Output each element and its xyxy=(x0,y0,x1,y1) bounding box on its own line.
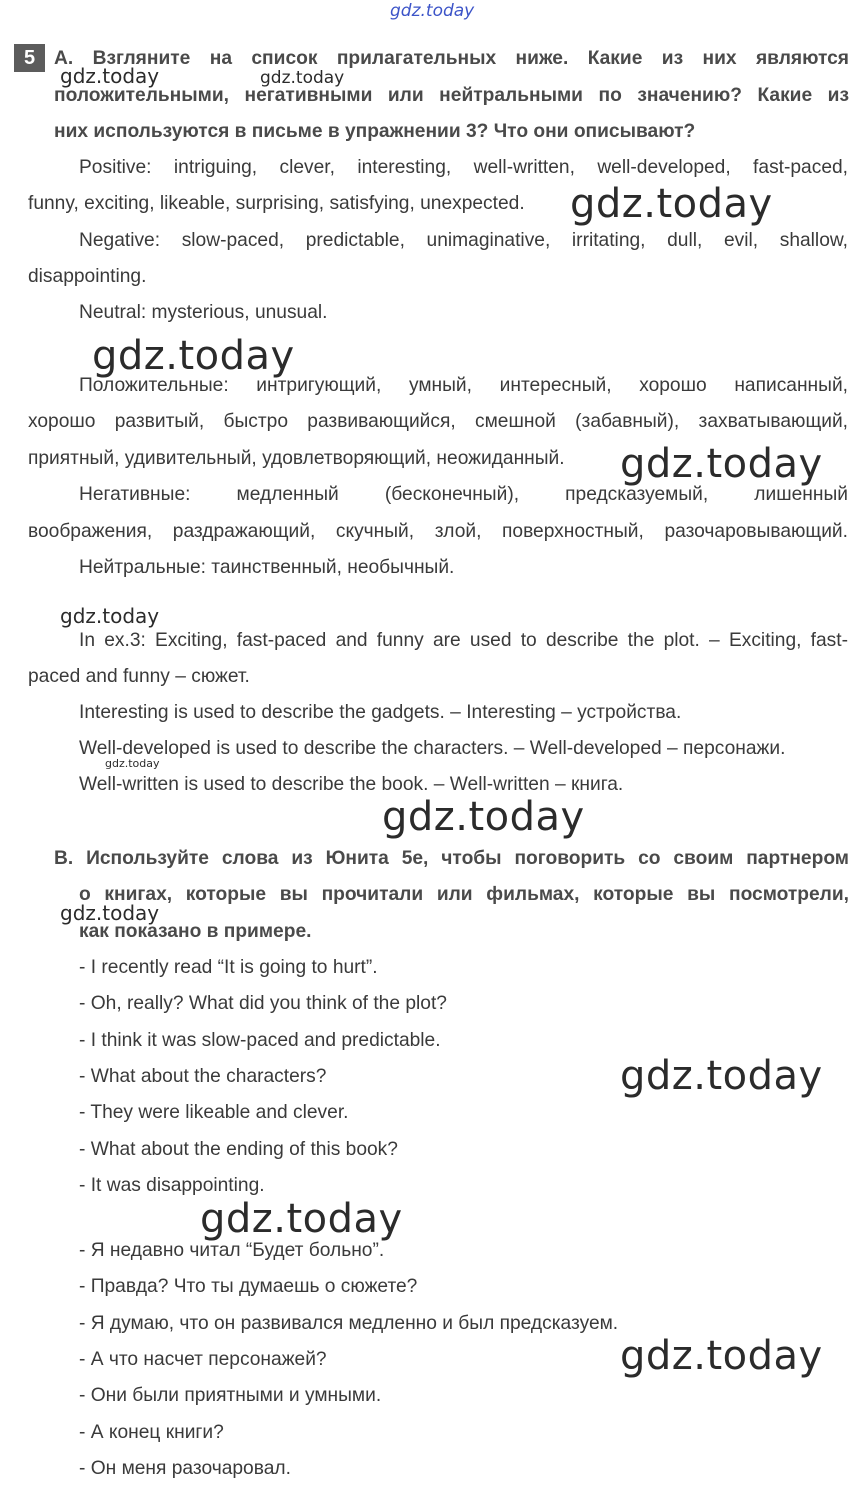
part-b-heading-line-2: о книгах, которые вы прочитали или фильмах, которые вы посмотрели, xyxy=(79,884,849,905)
positive-line-2: funny, exciting, likeable, surprising, satisfying, unexpected. xyxy=(28,193,525,214)
dialogue-en-line-3: - I think it was slow-paced and predictable. xyxy=(79,1030,441,1051)
dialogue-ru-line-5: - Они были приятными и умными. xyxy=(79,1385,382,1406)
watermark: gdz.today xyxy=(570,181,773,227)
neutral-ru-line: Нейтральные: таинственный, необычный. xyxy=(79,557,455,578)
dialogue-ru-line-2: - Правда? Что ты думаешь о сюжете? xyxy=(79,1276,418,1297)
negative-ru-line-2: воображения, раздражающий, скучный, злой, поверхностный, разочаровывающий. xyxy=(28,521,848,542)
part-b-heading-line-1: B. Используйте слова из Юнита 5е, чтобы поговорить со своим партнером xyxy=(54,848,849,869)
dialogue-en-line-1: - I recently read “It is going to hurt”. xyxy=(79,957,378,978)
neutral-line: Neutral: mysterious, unusual. xyxy=(79,302,328,323)
watermark: gdz.today xyxy=(105,757,160,770)
dialogue-en-line-5: - They were likeable and clever. xyxy=(79,1102,349,1123)
watermark: gdz.today xyxy=(620,441,823,487)
watermark: gdz.today xyxy=(382,794,585,840)
dialogue-en-line-7: - It was disappointing. xyxy=(79,1175,265,1196)
dialogue-en-line-2: - Oh, really? What did you think of the plot? xyxy=(79,993,447,1014)
watermark: gdz.today xyxy=(260,68,345,88)
dialogue-ru-line-1: - Я недавно читал “Будет больно”. xyxy=(79,1240,385,1261)
watermark: gdz.today xyxy=(60,901,160,925)
dialogue-en-line-6: - What about the ending of this book? xyxy=(79,1139,398,1160)
watermark: gdz.today xyxy=(620,1053,823,1099)
negative-line-1: Negative: slow-paced, predictable, unimaginative, irritating, dull, evil, shallow, xyxy=(79,230,848,251)
ex3-line-4: Well-developed is used to describe the characters. – Well-developed – персонажи. xyxy=(79,738,786,759)
watermark: gdz.today xyxy=(60,64,160,88)
positive-line-1: Positive: intriguing, clever, interesting, well-written, well-developed, fast-paced, xyxy=(79,157,848,178)
part-a-heading-line-2: положительными, негативными или нейтральными по значению? Какие из xyxy=(54,85,849,106)
top-watermark: gdz.today xyxy=(390,1,475,21)
part-b-heading-line-3: как показано в примере. xyxy=(79,921,312,942)
ex3-line-5: Well-written is used to describe the book. – Well-written – книга. xyxy=(79,774,624,795)
dialogue-ru-line-6: - А конец книги? xyxy=(79,1422,224,1443)
positive-ru-line-2: хорошо развитый, быстро развивающийся, смешной (забавный), захватывающий, xyxy=(28,411,848,432)
dialogue-ru-line-4: - А что насчет персонажей? xyxy=(79,1349,327,1370)
part-a-heading-line-1: A. Взгляните на список прилагательных ниже. Какие из них являются xyxy=(54,48,849,69)
ex3-line-1: In ex.3: Exciting, fast-paced and funny are used to describe the plot. – Exciting, fast- xyxy=(79,630,848,651)
part-a-heading-line-3: них используются в письме в упражнении 3? Что они описывают? xyxy=(54,121,696,142)
positive-ru-line-3: приятный, удивительный, удовлетворяющий, неожиданный. xyxy=(28,448,565,469)
watermark: gdz.today xyxy=(620,1333,823,1379)
watermark: gdz.today xyxy=(60,604,160,628)
negative-ru-line-1: Негативные: медленный (бесконечный), предсказуемый, лишенный xyxy=(79,484,848,505)
dialogue-en-line-4: - What about the characters? xyxy=(79,1066,327,1087)
ex3-line-2: paced and funny – сюжет. xyxy=(28,666,250,687)
dialogue-ru-line-7: - Он меня разочаровал. xyxy=(79,1458,291,1479)
negative-line-2: disappointing. xyxy=(28,266,147,287)
ex3-line-3: Interesting is used to describe the gadgets. – Interesting – устройства. xyxy=(79,702,682,723)
task-number-badge: 5 xyxy=(14,44,45,72)
dialogue-ru-line-3: - Я думаю, что он развивался медленно и был предсказуем. xyxy=(79,1313,619,1334)
watermark: gdz.today xyxy=(200,1196,403,1242)
positive-ru-line-1: Положительные: интригующий, умный, интересный, хорошо написанный, xyxy=(79,375,848,396)
watermark: gdz.today xyxy=(92,333,295,379)
